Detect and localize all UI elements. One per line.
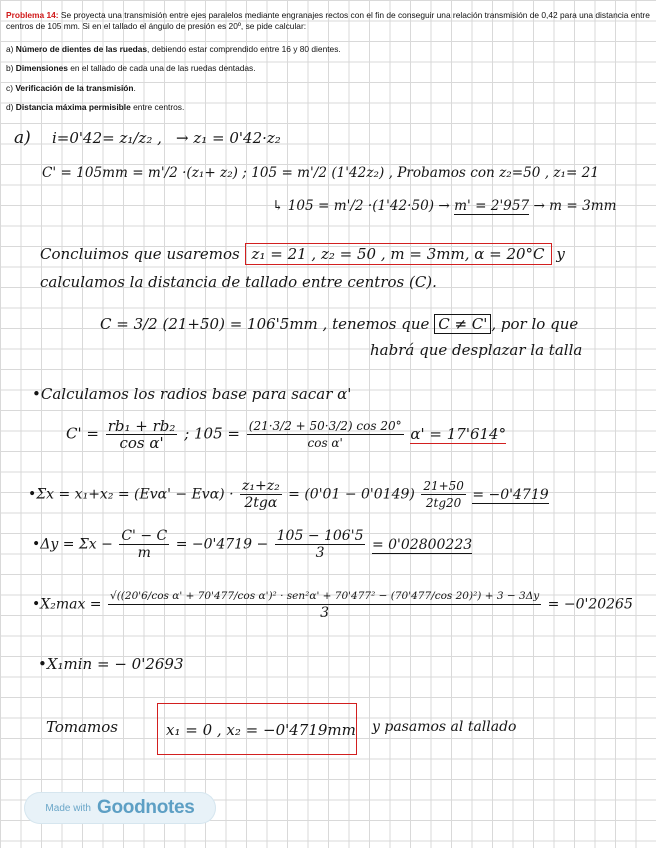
conclusion-box: z₁ = 21 , z₂ = 50 , m = 3mm, α = 20°C: [245, 243, 552, 265]
conclusion-line-1: Concluimos que usaremos z₁ = 21 , z₂ = 50 , m = 3mm, α = 20°C y: [40, 245, 565, 263]
final-answer: x₁ = 0 , x₂ = −0'4719mm: [166, 721, 356, 739]
cprime-equation: C' = $\frac{\text{rb₁ + rb₂}}{\text{cos α'}}$ ; 105 = $\frac{(21\cdot 3/2 + 50\cdot 3/2) \cos 20^\circ}{\text{cos α'}}$ α' = 17'614°: [66, 417, 507, 452]
goodnotes-watermark: Made with Goodnotes: [24, 792, 216, 824]
question-b: b) Dimensiones en el tallado de cada una de las ruedas dentadas.: [6, 63, 256, 73]
conclusion-line-2: calculamos la distancia de tallado entre centros (C).: [40, 273, 437, 291]
question-d: d) Distancia máxima permisible entre centros.: [6, 102, 185, 112]
base-radii-heading: •Calculamos los radios base para sacar α': [32, 385, 352, 403]
ratio-result: → z₁ = 0'42·z₂: [176, 129, 281, 147]
center-note-line-2: habrá que desplazar la talla: [370, 341, 583, 359]
center-distance-calc: C = 3/2 (21+50) = 106'5mm , tenemos que C ≠ C' , por lo que: [100, 315, 579, 333]
ratio-equation: i=0'42= z₁/z₂ ,: [52, 129, 162, 147]
sum-x-equation: •Σx = x₁+x₂ = (Evα' − Evα) · $\frac{\text{z₁+z₂}}{\text{2tgα}}$ = (0'01 − 0'0149) $\frac{21+50}{2tg20}$ = −0'4719: [28, 478, 549, 511]
final-continue: y pasamos al tallado: [372, 719, 517, 735]
delta-y-equation: •Δy = Σx − $\frac{C' - C}{m}$ = −0'4719 − $\frac{105 - 106'5}{3}$ = 0'02800223: [32, 528, 473, 561]
problem-label: Problema 14:: [6, 10, 59, 20]
problem-text: Se proyecta una transmisión entre ejes paralelos mediante engranajes rectos con el fin de conseguir una relación transmisión de 0,42 para una distancia entre centros de 105 mm. Si en el tallado el ángulo de presión es 20º, se pide calcular:: [6, 10, 650, 31]
x2max-equation: •X₂max = √((20'6/cos α' + 70'477/cos α')² · sen²α' + 70'477² − (70'477/cos 20)²) + 3 − 3Δy 3 = −0'20265: [32, 590, 633, 621]
problem-statement: [6, 10, 652, 32]
goodnotes-logo: Goodnotes: [97, 797, 195, 818]
final-take: Tomamos: [46, 718, 118, 736]
module-equation: ↳ 105 = m'/2 ·(1'42·50) → m' = 2'957 → m = 3mm: [272, 198, 617, 214]
question-c: c) Verificación de la transmisión.: [6, 83, 136, 93]
x1min-equation: •X₁min = − 0'2693: [38, 655, 184, 673]
alpha-result: α' = 17'614°: [410, 424, 507, 443]
c-not-equal-box: C ≠ C': [434, 314, 491, 334]
part-a-label: a): [14, 128, 31, 148]
center-distance-equation: C' = 105mm = m'/2 ·(z₁+ z₂) ; 105 = m'/2 (1'42z₂) , Probamos con z₂=50 , z₁= 21: [42, 165, 599, 181]
question-a: a) Número de dientes de las ruedas, debiendo estar comprendido entre 16 y 80 dientes.: [6, 44, 341, 54]
